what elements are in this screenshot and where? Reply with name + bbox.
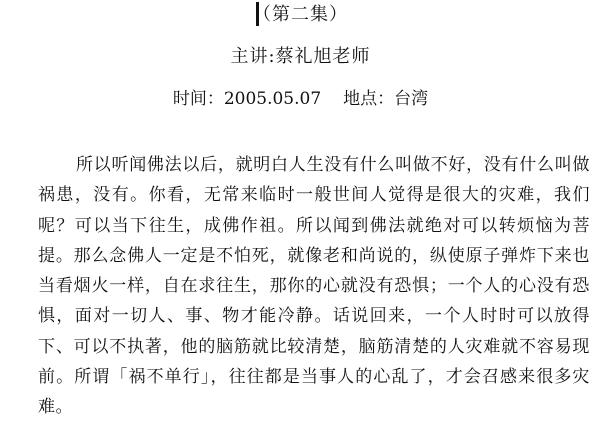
time-label: 时间： <box>172 89 224 109</box>
time-value: 2005.05.07 <box>223 89 322 109</box>
place-value: 台湾 <box>394 89 429 109</box>
lecturer-line: 主讲:蔡礼旭老师 <box>230 46 371 67</box>
body-paragraph: 所以听闻佛法以后，就明白人生没有什么叫做不好，没有什么叫做祸患，没有。你看，无常来临时一般世间人觉得是很大的灾难，我们呢？可以当下往生，成佛作祖。所以闻到佛法就绝对可以转烦恼为菩提。那么念佛人一定是不怕死，就像老和尚说的，纵使原子弹炸下来也当看烟火一样，自在求往生，那你的心就没有恐惧；一个人的心没有恐惧，面对一切人、事、物才能冷静。话说回来，一个人时时可以放得下、可以不执著，他的脑筋就比较清楚，脑筋清楚的人灾难就不容易现前。所谓「祸不单行」，往往都是当事人的心乱了，才会召感来很多灾难。 <box>38 155 590 418</box>
place-label: 地点： <box>343 89 395 109</box>
episode-heading: （第二集） <box>253 4 348 25</box>
time-place-line <box>0 87 601 111</box>
